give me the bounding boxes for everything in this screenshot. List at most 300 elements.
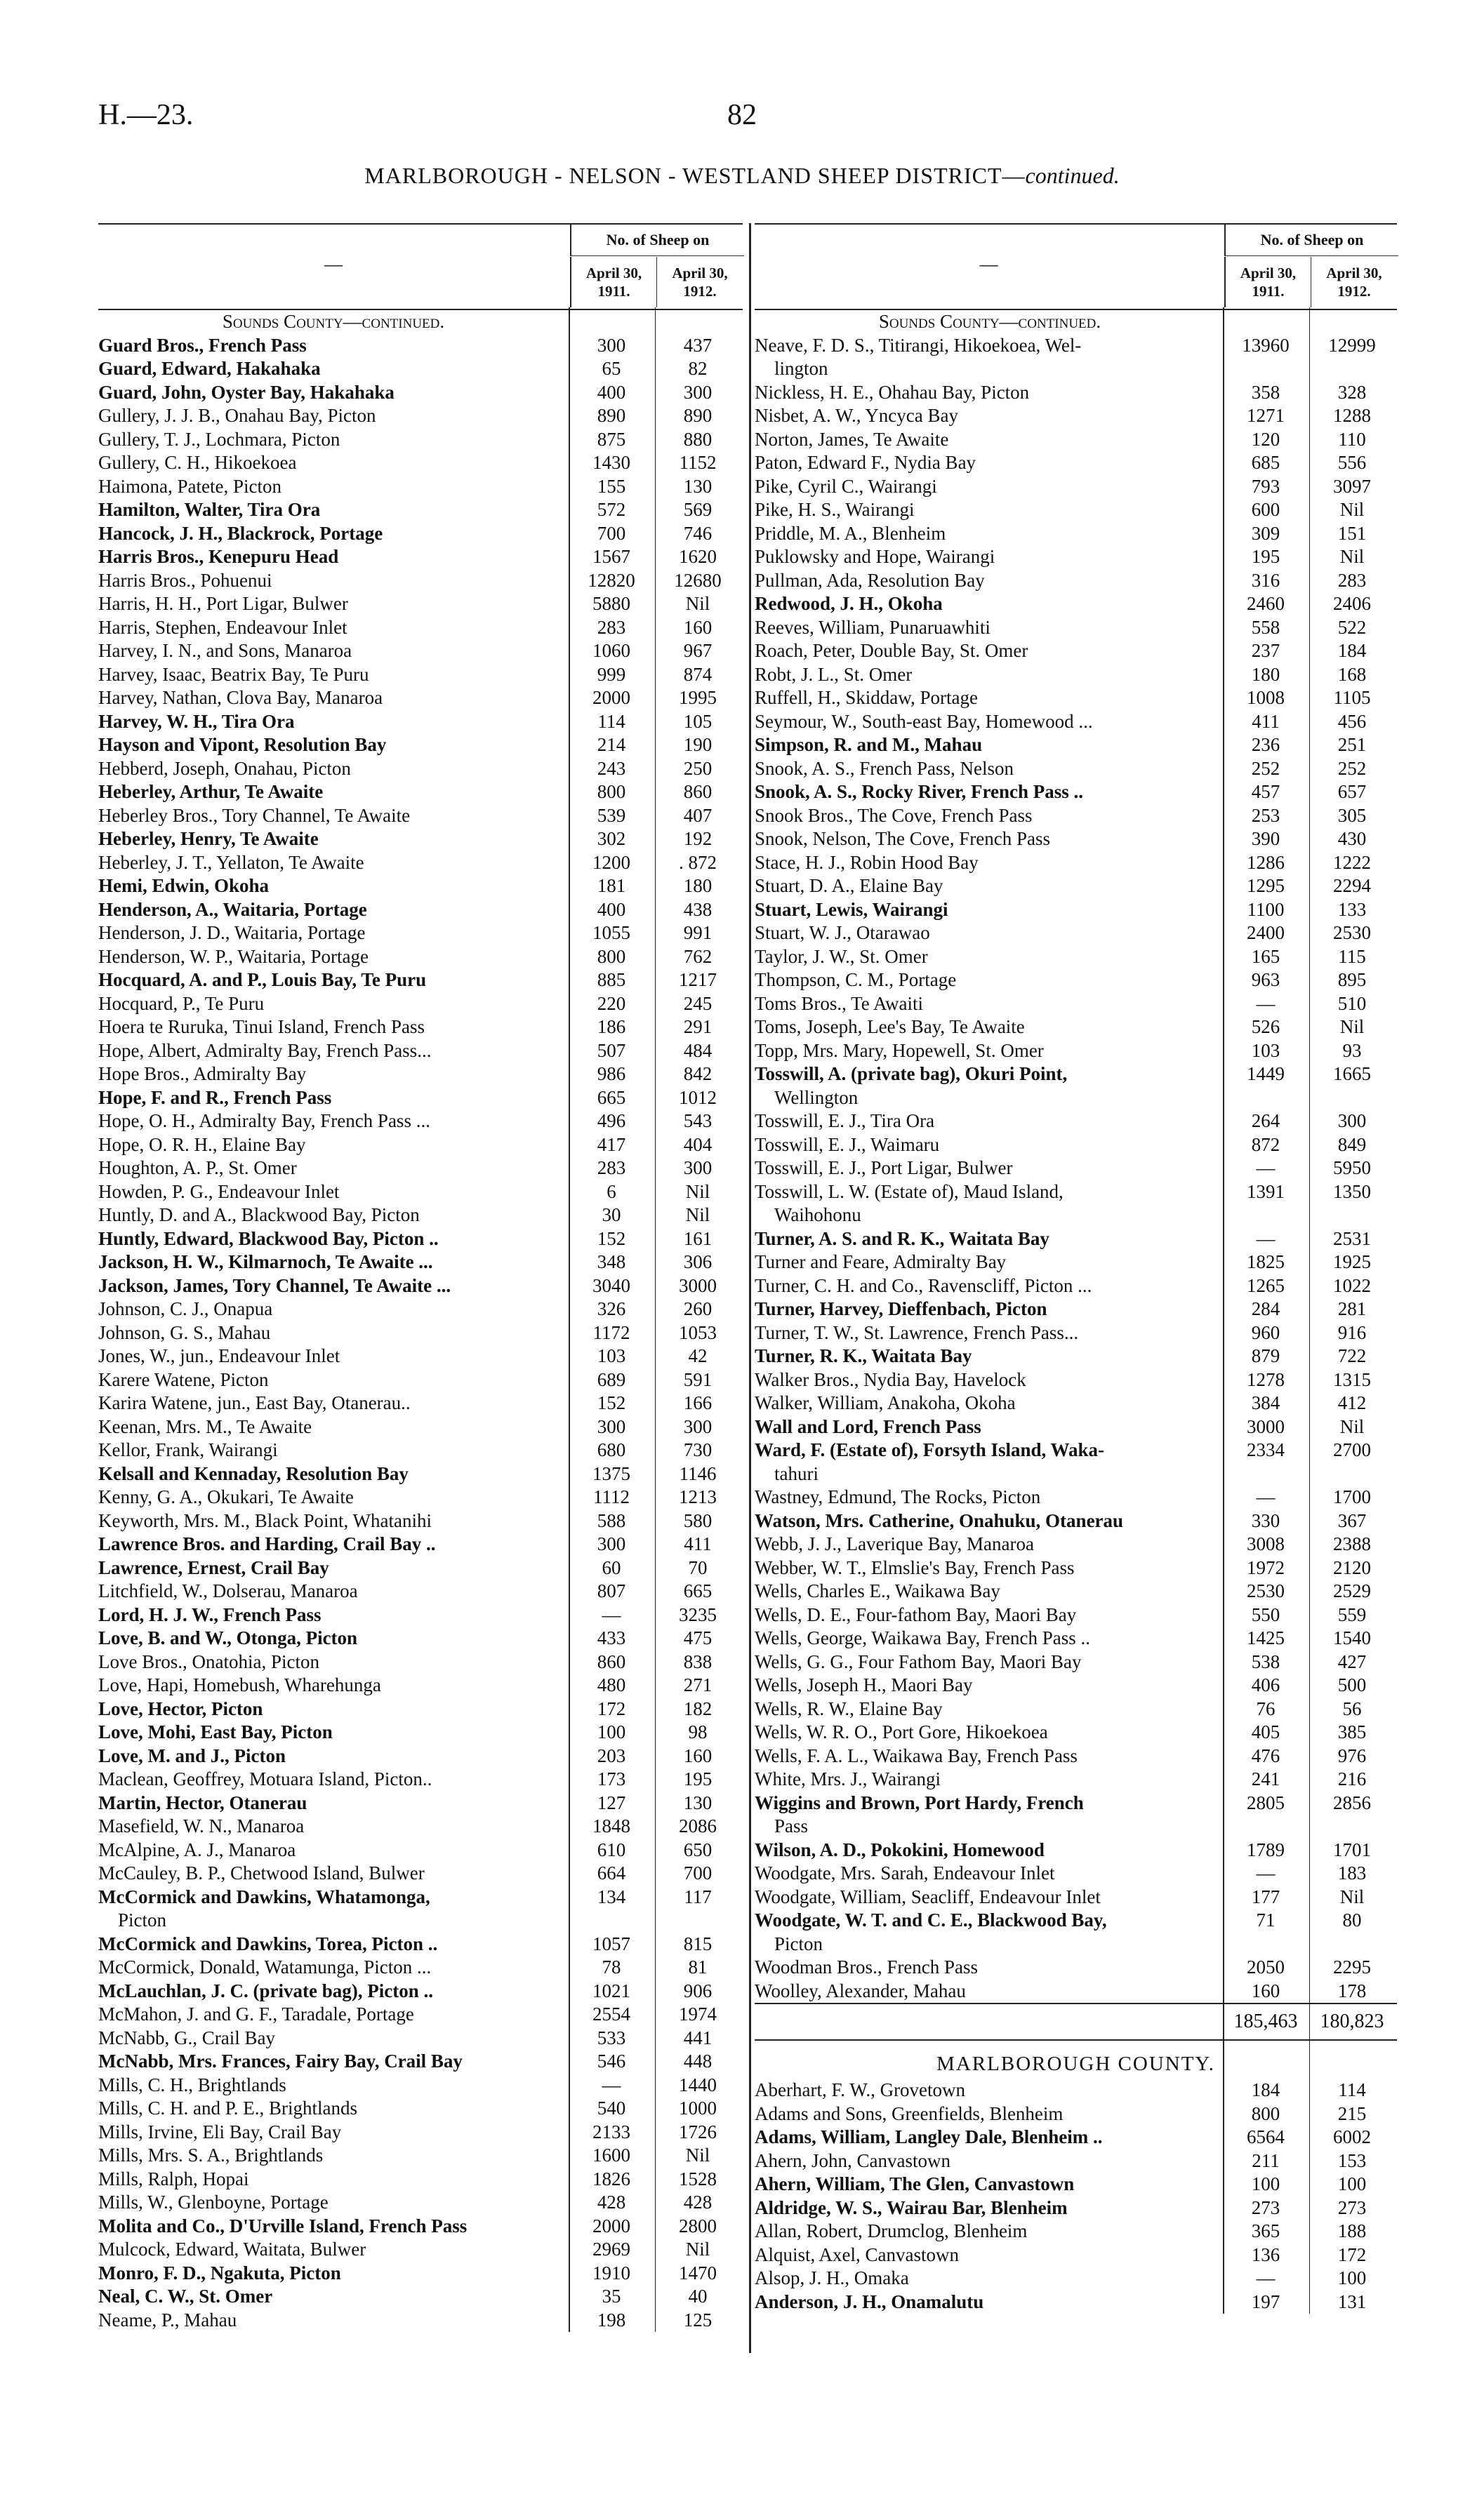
holder-name: Wiggins and Brown, Port Hardy, French <box>755 1792 1084 1813</box>
holder-name: McMahon, J. and G. F., Taradale, Portage <box>98 2004 414 2025</box>
sheep-1911: 793 <box>1251 475 1280 497</box>
holder-name: Gullery, T. J., Lochmara, Picton <box>98 428 340 450</box>
sheep-1912: 153 <box>1337 2149 1367 2171</box>
sheep-1911: 2805 <box>1247 1792 1285 1813</box>
sheep-1911: 252 <box>1251 757 1280 779</box>
sheep-1912: Nil <box>1339 499 1365 520</box>
sheep-1912: 166 <box>683 1392 713 1413</box>
holder-name: Nisbet, A. W., Yncyca Bay <box>755 405 958 426</box>
table-row <box>755 1439 1397 1462</box>
table-row <box>98 334 743 358</box>
sheep-1911: 680 <box>597 1439 626 1460</box>
table-row <box>98 1792 743 1815</box>
sheep-1911: 6564 <box>1247 2126 1285 2147</box>
sheep-1912: 1146 <box>679 1462 717 1484</box>
sheep-1912: Nil <box>1339 1415 1365 1437</box>
table-row <box>98 616 743 640</box>
table-row <box>98 1815 743 1839</box>
column-divider <box>749 223 751 2353</box>
table-row <box>98 1768 743 1792</box>
sheep-1911: 1057 <box>592 1933 630 1954</box>
table-row <box>98 874 743 898</box>
sheep-1911: — <box>1256 992 1276 1014</box>
sheep-1911: 172 <box>597 1698 626 1719</box>
right-rows-marlborough <box>755 2079 1397 2314</box>
sheep-1911: 284 <box>1251 1298 1280 1319</box>
table-row <box>755 475 1397 499</box>
table-row <box>98 1627 743 1651</box>
sheep-1912: Nil <box>685 2145 710 2166</box>
table-row <box>98 1698 743 1721</box>
sheep-1912: 81 <box>688 1956 708 1978</box>
holder-name: Masefield, W. N., Manaroa <box>98 1815 305 1836</box>
holder-name: Snook, Nelson, The Cove, French Pass <box>755 828 1050 849</box>
sheep-1912: 500 <box>1337 1674 1367 1695</box>
sheep-1912: 2530 <box>1333 922 1371 943</box>
holder-name: Snook, A. S., Rocky River, French Pass .. <box>755 781 1084 802</box>
holder-name: Heberley Bros., Tory Channel, Te Awaite <box>98 804 411 826</box>
sheep-1911: — <box>1256 1862 1276 1884</box>
table-row <box>98 1321 743 1345</box>
sheep-1911: 348 <box>597 1251 626 1272</box>
table-row <box>98 992 743 1016</box>
table-row <box>98 1486 743 1509</box>
sheep-1911: 2000 <box>592 2215 630 2236</box>
header-col-1911: April 30, 1911. <box>570 257 656 307</box>
sheep-1912: 305 <box>1337 804 1367 826</box>
sheep-1912: 412 <box>1337 1392 1367 1413</box>
holder-name: Turner, C. H. and Co., Ravenscliff, Picton ... <box>755 1274 1092 1296</box>
table-row <box>755 2102 1397 2126</box>
holder-name: Tosswill, E. J., Port Ligar, Bulwer <box>755 1157 1013 1178</box>
table-row <box>98 1039 743 1063</box>
sheep-1911: 13960 <box>1242 334 1290 356</box>
table-row <box>98 1415 743 1439</box>
table-row <box>98 921 743 945</box>
sheep-1912: 874 <box>683 663 713 685</box>
table-row <box>98 2074 743 2098</box>
sheep-1912: 1701 <box>1333 1839 1371 1860</box>
sheep-1912: 746 <box>683 522 713 544</box>
sheep-1911: 184 <box>1251 2079 1280 2100</box>
holder-name: Monro, F. D., Ngakuta, Picton <box>98 2262 341 2284</box>
holder-name: Reeves, William, Punaruawhiti <box>755 616 991 638</box>
sheep-1912: 281 <box>1337 1298 1367 1319</box>
table-row <box>98 2121 743 2145</box>
sheep-1911: 365 <box>1251 2220 1280 2241</box>
sheep-1911: 152 <box>597 1227 626 1249</box>
table-row <box>98 1651 743 1674</box>
holder-name: Wells, D. E., Four-fathom Bay, Maori Bay <box>755 1604 1077 1625</box>
table-row <box>755 2267 1397 2291</box>
sheep-1912: 172 <box>1337 2244 1367 2265</box>
sheep-1912: 130 <box>683 475 713 497</box>
table-row <box>98 592 743 616</box>
sheep-1912: 815 <box>683 1933 713 1954</box>
holder-name: Mills, Irvine, Eli Bay, Crail Bay <box>98 2121 342 2142</box>
sheep-1912: 115 <box>1338 945 1366 967</box>
column-rule <box>1223 307 1224 2314</box>
sheep-1912: 1528 <box>679 2168 717 2189</box>
table-row <box>755 1368 1397 1392</box>
sheep-1911: 986 <box>597 1063 626 1084</box>
holder-name: Hemi, Edwin, Okoha <box>98 875 270 896</box>
holder-name: Karere Watene, Picton <box>98 1368 269 1390</box>
sheep-1912: 110 <box>1338 428 1366 450</box>
sheep-1912: 160 <box>683 1745 713 1766</box>
sheep-1912: 1540 <box>1333 1627 1371 1648</box>
header-group: No. of Sheep on <box>1224 225 1398 256</box>
sheep-1911: 2400 <box>1247 922 1285 943</box>
holder-name: Love, Mohi, East Bay, Picton <box>98 1721 333 1742</box>
holder-name: Pike, H. S., Wairangi <box>755 499 915 520</box>
sheep-1911: 476 <box>1251 1745 1280 1766</box>
sheep-1911: 316 <box>1251 569 1280 591</box>
sheep-1912: Nil <box>685 1204 710 1225</box>
sheep-1912: 591 <box>683 1368 713 1390</box>
sheep-1911: 243 <box>597 757 626 779</box>
holder-name: Hebberd, Joseph, Onahau, Picton <box>98 757 351 779</box>
sheep-1912: 300 <box>683 1157 713 1178</box>
table-row <box>98 498 743 522</box>
sheep-1912: 895 <box>1337 969 1367 990</box>
sheep-1912: 580 <box>683 1509 713 1531</box>
sheep-1911: 103 <box>597 1345 626 1366</box>
holder-name: Taylor, J. W., St. Omer <box>755 945 928 967</box>
sheep-1912: 976 <box>1337 1745 1367 1766</box>
sheep-1912: 100 <box>1337 2267 1367 2288</box>
section-subheading <box>98 310 743 334</box>
table-row <box>755 898 1397 922</box>
table-row <box>755 1392 1397 1415</box>
holder-name: McAlpine, A. J., Manaroa <box>98 1839 296 1860</box>
holder-name: Wells, Joseph H., Maori Bay <box>755 1674 973 1695</box>
sheep-1912: 665 <box>683 1580 713 1601</box>
holder-name: Keenan, Mrs. M., Te Awaite <box>98 1415 312 1437</box>
sheep-1911: 114 <box>597 710 625 732</box>
sheep-1911: 384 <box>1251 1392 1280 1413</box>
table-row <box>98 2215 743 2239</box>
header-col-1911: April 30, 1911. <box>1224 257 1311 307</box>
sheep-1912: 1315 <box>1333 1368 1371 1390</box>
holder-name: Thompson, C. M., Portage <box>755 969 957 990</box>
sheep-1911: 100 <box>1251 2173 1280 2194</box>
table-row <box>755 2196 1397 2220</box>
table-row <box>98 945 743 969</box>
sheep-1912: 2800 <box>679 2215 717 2236</box>
sheep-1911: 405 <box>1251 1721 1280 1742</box>
sheep-1912: Nil <box>1339 546 1365 567</box>
section-heading-marlborough: MARLBOROUGH COUNTY. <box>936 2053 1215 2075</box>
table-row <box>98 545 743 569</box>
sheep-1911: 300 <box>597 1415 626 1437</box>
sheep-1912: 161 <box>683 1227 713 1249</box>
holder-name: Alquist, Axel, Canvastown <box>755 2244 959 2265</box>
table-row <box>755 1698 1397 1721</box>
title-main: MARLBOROUGH - NELSON - WESTLAND SHEEP DISTRICT— <box>364 163 1026 188</box>
holder-name: Adams, William, Langley Dale, Blenheim .. <box>755 2126 1103 2147</box>
table-row <box>98 1909 743 1933</box>
table-row <box>755 921 1397 945</box>
sheep-1911: 1100 <box>1247 898 1285 920</box>
sheep-1912: 190 <box>683 734 713 755</box>
sheep-1912: 438 <box>683 898 713 920</box>
sheep-1911: — <box>602 1604 621 1625</box>
table-row <box>98 1298 743 1321</box>
sheep-1912: 125 <box>683 2309 713 2331</box>
holder-name: Gullery, J. J. B., Onahau Bay, Picton <box>98 405 376 426</box>
table-row <box>98 2144 743 2168</box>
sheep-1912: 182 <box>683 1698 713 1719</box>
table-row <box>98 1062 743 1086</box>
sheep-1911: 588 <box>597 1509 626 1531</box>
table-row <box>98 522 743 546</box>
table-row <box>755 1321 1397 1345</box>
sheep-1912: 448 <box>683 2051 713 2072</box>
table-row <box>98 1509 743 1533</box>
holder-name: Picton <box>118 1909 167 1931</box>
table-row <box>98 2097 743 2121</box>
sheep-1911: 309 <box>1251 522 1280 544</box>
sheep-1912: 1470 <box>679 2262 717 2284</box>
holder-name: Hope, O. R. H., Elaine Bay <box>98 1133 306 1155</box>
sheep-1911: 60 <box>602 1556 621 1578</box>
sheep-1912: 427 <box>1337 1651 1367 1672</box>
table-row <box>98 1392 743 1415</box>
table-row <box>755 1886 1397 1909</box>
table-row <box>755 592 1397 616</box>
holder-name: Love, Hector, Picton <box>98 1698 263 1719</box>
sheep-1911: 241 <box>1251 1768 1280 1789</box>
table-row <box>98 663 743 687</box>
holder-name: Karira Watene, jun., East Bay, Otanerau.. <box>98 1392 411 1413</box>
sheep-1911: — <box>1256 1486 1276 1507</box>
table-row <box>98 851 743 875</box>
sheep-1912: 1022 <box>1333 1274 1371 1296</box>
sheep-1911: 3008 <box>1247 1533 1285 1554</box>
table-row <box>98 1604 743 1627</box>
sheep-1911: 35 <box>602 2286 621 2307</box>
holder-name: White, Mrs. J., Wairangi <box>755 1768 941 1789</box>
sheep-1911: 5880 <box>592 593 630 614</box>
sheep-1912: 569 <box>683 499 713 520</box>
sheep-1911: 300 <box>597 1533 626 1554</box>
sheep-1911: 197 <box>1251 2291 1280 2312</box>
sheep-1912: 130 <box>683 1792 713 1813</box>
sheep-1912: 100 <box>1337 2173 1367 2194</box>
holder-name: Keyworth, Mrs. M., Black Point, Whatanihi <box>98 1509 432 1531</box>
sheep-1912: 484 <box>683 1039 713 1061</box>
sheep-1911: 211 <box>1252 2149 1280 2171</box>
table-row <box>755 2149 1397 2173</box>
holder-name: Huntly, Edward, Blackwood Bay, Picton .. <box>98 1227 439 1249</box>
holder-name: Redwood, J. H., Okoha <box>755 593 943 614</box>
sheep-1912: 1925 <box>1333 1251 1371 1272</box>
sheep-1912: 510 <box>1337 992 1367 1014</box>
table-row <box>755 1745 1397 1768</box>
table-row <box>755 381 1397 405</box>
title-continued: continued. <box>1025 163 1120 188</box>
table-row <box>98 1204 743 1227</box>
holder-name: Seymour, W., South-east Bay, Homewood ... <box>755 710 1093 732</box>
sheep-1912: 70 <box>688 1556 708 1578</box>
holder-name: Wells, F. A. L., Waikawa Bay, French Pass <box>755 1745 1078 1766</box>
sheep-1911: 2530 <box>1247 1580 1285 1601</box>
table-row <box>755 1415 1397 1439</box>
sheep-1911: 558 <box>1251 616 1280 638</box>
table-row <box>98 898 743 922</box>
table-row <box>755 1815 1397 1839</box>
sheep-1911: — <box>1256 1157 1276 1178</box>
sheep-1911: 253 <box>1251 804 1280 826</box>
sheep-1912: 3097 <box>1333 475 1371 497</box>
holder-name: Stuart, D. A., Elaine Bay <box>755 875 943 896</box>
sheep-1912: 2531 <box>1333 1227 1371 1249</box>
sheep-1912: 1222 <box>1333 851 1371 873</box>
sheep-1911: 3000 <box>1247 1415 1285 1437</box>
sheep-1912: 838 <box>683 1651 713 1672</box>
header-col-1912: April 30, 1912. <box>656 257 743 307</box>
holder-name: Henderson, J. D., Waitaria, Portage <box>98 922 366 943</box>
sheep-1911: 807 <box>597 1580 626 1601</box>
sheep-1912: 93 <box>1342 1039 1362 1061</box>
holder-name: McNabb, G., Crail Bay <box>98 2027 275 2048</box>
sheep-1911: 76 <box>1256 1698 1276 1719</box>
table-row <box>98 1439 743 1462</box>
sheep-1911: 890 <box>597 405 626 426</box>
table-row <box>98 2191 743 2215</box>
sheep-1912: 2295 <box>1333 1956 1371 1978</box>
sheep-1912: 300 <box>1337 1110 1367 1131</box>
table-row <box>98 1862 743 1886</box>
holder-name: Webber, W. T., Elmslie's Bay, French Pass <box>755 1556 1075 1578</box>
sheep-1912: 700 <box>683 1862 713 1884</box>
column-rule <box>655 307 656 2332</box>
sheep-1911: 2460 <box>1247 593 1285 614</box>
table-row <box>755 1933 1397 1956</box>
sheep-1912: 404 <box>683 1133 713 1155</box>
sheep-1911: 1425 <box>1247 1627 1285 1648</box>
sheep-1912: 245 <box>683 992 713 1014</box>
holder-name: Ahern, William, The Glen, Canvastown <box>755 2173 1075 2194</box>
table-row <box>98 1133 743 1157</box>
holder-name: Walker Bros., Nydia Bay, Havelock <box>755 1368 1026 1390</box>
sheep-1912: 40 <box>688 2286 708 2307</box>
sheep-1911: 496 <box>597 1110 626 1131</box>
sheep-1912: 367 <box>1337 1509 1367 1531</box>
table-row <box>755 1251 1397 1274</box>
holder-name: Hocquard, P., Te Puru <box>98 992 265 1014</box>
sheep-1911: 700 <box>597 522 626 544</box>
table-row <box>98 1933 743 1956</box>
table-row <box>755 1909 1397 1933</box>
sheep-1911: 300 <box>597 334 626 356</box>
table-row <box>755 1486 1397 1509</box>
sheep-1911: 1375 <box>592 1462 630 1484</box>
table-row <box>98 404 743 428</box>
holder-name: Wells, George, Waikawa Bay, French Pass .. <box>755 1627 1091 1648</box>
table-row <box>98 1086 743 1110</box>
sheep-1911: 302 <box>597 828 626 849</box>
table-row <box>755 851 1397 875</box>
sheep-1911: 2334 <box>1247 1439 1285 1460</box>
header-col-1912: April 30, 1912. <box>1311 257 1397 307</box>
sheep-1912: 842 <box>683 1063 713 1084</box>
sheep-1911: 411 <box>1252 710 1280 732</box>
table-row <box>98 757 743 781</box>
sheep-1911: 358 <box>1251 381 1280 403</box>
sheep-1911: 198 <box>597 2309 626 2331</box>
sheep-1911: 689 <box>597 1368 626 1390</box>
table-row <box>755 2244 1397 2267</box>
table-row <box>98 1980 743 2004</box>
sheep-1912: 131 <box>1337 2291 1367 2312</box>
sheep-1911: 134 <box>597 1886 626 1907</box>
table-row <box>98 451 743 475</box>
table-row <box>98 1580 743 1604</box>
holder-name: Stace, H. J., Robin Hood Bay <box>755 851 979 873</box>
table-row <box>755 1298 1397 1321</box>
table-row <box>755 992 1397 1016</box>
holder-name: Turner, R. K., Waitata Bay <box>755 1345 972 1366</box>
sheep-1911: 457 <box>1251 781 1280 802</box>
sheep-1911: 999 <box>597 663 626 685</box>
table-row <box>755 968 1397 992</box>
page-number: 82 <box>727 99 757 131</box>
holder-name: Kenny, G. A., Okukari, Te Awaite <box>98 1486 354 1507</box>
table-row <box>755 2079 1397 2102</box>
sheep-1911: 155 <box>597 475 626 497</box>
sheep-1911: 664 <box>597 1862 626 1884</box>
sheep-1912: 114 <box>1338 2079 1366 2100</box>
sheep-1912: 195 <box>683 1768 713 1789</box>
holder-name: Paton, Edward F., Nydia Bay <box>755 452 976 473</box>
holder-name: Wilson, A. D., Pokokini, Homewood <box>755 1839 1045 1860</box>
holder-name: Kellor, Frank, Wairangi <box>98 1439 278 1460</box>
sheep-1912: 880 <box>683 428 713 450</box>
holder-name: Wellington <box>774 1086 859 1108</box>
holder-name: Woodgate, Mrs. Sarah, Endeavour Inlet <box>755 1862 1055 1884</box>
sheep-1912: 188 <box>1337 2220 1367 2241</box>
sheep-1911: 283 <box>597 1157 626 1178</box>
table-row <box>755 1133 1397 1157</box>
sheep-1911: 400 <box>597 898 626 920</box>
holder-name: Hamilton, Walter, Tira Ora <box>98 499 321 520</box>
sheep-1911: 533 <box>597 2027 626 2048</box>
holder-name: Harvey, W. H., Tira Ora <box>98 710 295 732</box>
holder-name: McCormick and Dawkins, Torea, Picton .. <box>98 1933 438 1954</box>
holder-name: Roach, Peter, Double Bay, St. Omer <box>755 640 1028 661</box>
sheep-1911: — <box>1256 2267 1276 2288</box>
sheep-1911: 1200 <box>592 851 630 873</box>
sheep-1912: 1620 <box>679 546 717 567</box>
sheep-1911: 1265 <box>1247 1274 1285 1296</box>
holder-name: Turner, T. W., St. Lawrence, French Pass... <box>755 1321 1079 1343</box>
holder-name: Haimona, Patete, Picton <box>98 475 281 497</box>
table-row <box>98 1345 743 1368</box>
holder-name: Molita and Co., D'Urville Island, French Pass <box>98 2215 468 2236</box>
sheep-1912: 556 <box>1337 452 1367 473</box>
holder-name: Ruffell, H., Skiddaw, Portage <box>755 687 978 708</box>
holder-name: Ward, F. (Estate of), Forsyth Island, Waka- <box>755 1439 1105 1460</box>
holder-name: Mills, Mrs. S. A., Brightlands <box>98 2145 324 2166</box>
table-row <box>755 428 1397 452</box>
sheep-1912: 430 <box>1337 828 1367 849</box>
table-row <box>98 569 743 593</box>
table-row <box>755 827 1397 851</box>
sheep-1912: 1053 <box>679 1321 717 1343</box>
sheep-1912: 1217 <box>679 969 717 990</box>
